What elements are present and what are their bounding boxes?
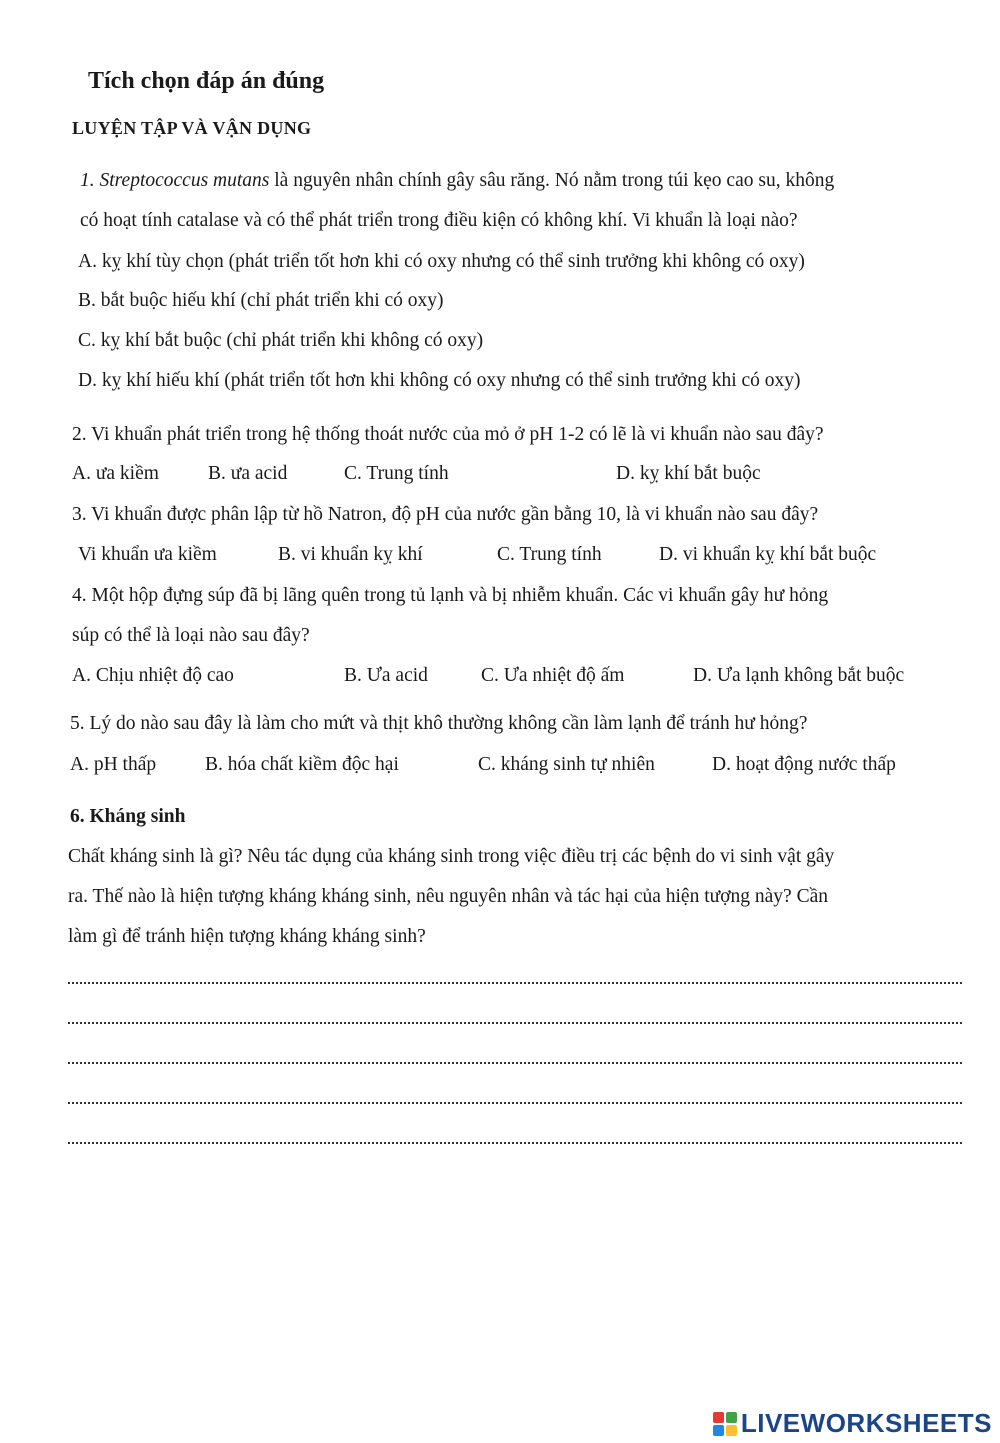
- question-2-option-d[interactable]: D. kỵ khí bắt buộc: [616, 463, 761, 484]
- logo-square-blue: [713, 1425, 724, 1436]
- question-1-option-d[interactable]: D. kỵ khí hiếu khí (phát triển tốt hơn khi không có oxy nhưng có thể sinh trưởng khi có oxy): [78, 370, 801, 391]
- question-5-option-d[interactable]: D. hoạt động nước thấp: [712, 754, 896, 775]
- question-2-text: 2. Vi khuẩn phát triển trong hệ thống thoát nước của mỏ ở pH 1-2 có lẽ là vi khuẩn nào sau đây?: [72, 424, 824, 445]
- question-2-option-c[interactable]: C. Trung tính: [344, 463, 449, 484]
- question-3-option-c[interactable]: C. Trung tính: [497, 544, 602, 565]
- question-1-number: 1.: [80, 170, 95, 191]
- answer-line-2[interactable]: [68, 1022, 962, 1024]
- question-5-text: 5. Lý do nào sau đây là làm cho mứt và thịt khô thường không cần làm lạnh để tránh hư hỏng?: [70, 713, 808, 734]
- answer-line-4[interactable]: [68, 1102, 962, 1104]
- question-4-line-1: 4. Một hộp đựng súp đã bị lãng quên trong tủ lạnh và bị nhiễm khuẩn. Các vi khuẩn gây hư hỏng: [72, 585, 829, 606]
- question-5-option-b[interactable]: B. hóa chất kiềm độc hại: [205, 754, 399, 775]
- question-1-option-b[interactable]: B. bắt buộc hiếu khí (chỉ phát triển khi có oxy): [78, 290, 444, 311]
- question-1-line-1: [80, 170, 834, 192]
- question-6-line-1: Chất kháng sinh là gì? Nêu tác dụng của kháng sinh trong việc điều trị các bệnh do vi sinh vật gây: [68, 846, 835, 867]
- liveworksheets-logo-text: LIVEWORKSHEETS: [740, 1408, 992, 1438]
- liveworksheets-logo: [713, 1408, 992, 1439]
- question-3-option-d[interactable]: D. vi khuẩn kỵ khí bắt buộc: [659, 544, 877, 565]
- question-6-heading: 6. Kháng sinh: [70, 806, 186, 827]
- worksheet-title: Tích chọn đáp án đúng: [88, 68, 325, 94]
- section-heading: LUYỆN TẬP VÀ VẬN DỤNG: [72, 118, 312, 138]
- question-4-option-b[interactable]: B. Ưa acid: [344, 665, 428, 686]
- question-4-option-a[interactable]: A. Chịu nhiệt độ cao: [72, 665, 234, 686]
- logo-square-red: [713, 1412, 724, 1423]
- question-4-line-2: súp có thể là loại nào sau đây?: [72, 625, 310, 646]
- question-5-option-a[interactable]: A. pH thấp: [70, 754, 157, 775]
- question-1-option-a[interactable]: A. kỵ khí tùy chọn (phát triển tốt hơn khi có oxy nhưng có thể sinh trưởng khi không có oxy): [78, 251, 805, 272]
- question-1-line-2: có hoạt tính catalase và có thể phát triển trong điều kiện có không khí. Vi khuẩn là loại nào?: [80, 210, 798, 231]
- question-6-line-2: ra. Thế nào là hiện tượng kháng kháng sinh, nêu nguyên nhân và tác hại của hiện tượng này? Cần: [68, 886, 828, 907]
- answer-line-3[interactable]: [68, 1062, 962, 1064]
- question-1-species: Streptococcus mutans: [99, 170, 270, 191]
- question-1-text: là nguyên nhân chính gây sâu răng. Nó nằm trong túi kẹo cao su, không: [269, 170, 835, 191]
- logo-square-green: [726, 1412, 737, 1423]
- question-6-line-3: làm gì để tránh hiện tượng kháng kháng sinh?: [68, 926, 426, 947]
- question-3-option-a[interactable]: Vi khuẩn ưa kiềm: [78, 544, 217, 565]
- logo-square-yellow: [726, 1425, 737, 1436]
- question-4-option-c[interactable]: C. Ưa nhiệt độ ấm: [481, 665, 625, 686]
- question-1-option-c[interactable]: C. kỵ khí bắt buộc (chỉ phát triển khi không có oxy): [78, 330, 484, 351]
- question-2-option-a[interactable]: A. ưa kiềm: [72, 463, 159, 484]
- liveworksheets-logo-icon: [713, 1412, 737, 1436]
- answer-line-1[interactable]: [68, 982, 962, 984]
- question-5-option-c[interactable]: C. kháng sinh tự nhiên: [478, 754, 655, 775]
- answer-line-5[interactable]: [68, 1142, 962, 1144]
- question-4-option-d[interactable]: D. Ưa lạnh không bắt buộc: [693, 665, 905, 686]
- question-3-option-b[interactable]: B. vi khuẩn kỵ khí: [278, 544, 423, 565]
- question-3-text: 3. Vi khuẩn được phân lập từ hồ Natron, độ pH của nước gần bằng 10, là vi khuẩn nào sau đây?: [72, 504, 819, 525]
- question-2-option-b[interactable]: B. ưa acid: [208, 463, 288, 484]
